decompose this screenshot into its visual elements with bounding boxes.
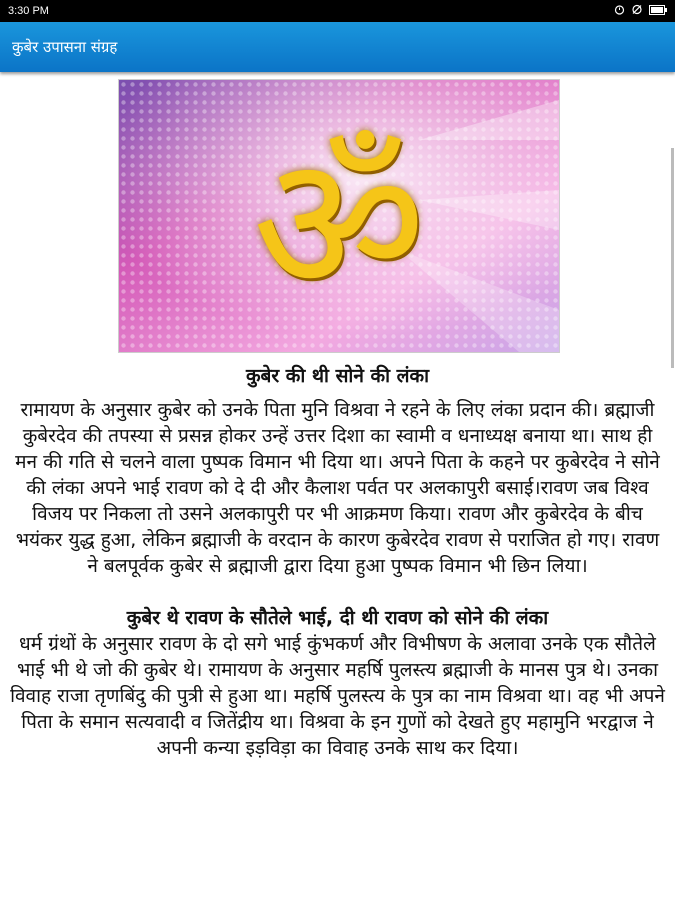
article-paragraph-1: रामायण के अनुसार कुबेर को उनके पिता मुनि विश्रवा ने रहने के लिए लंका प्रदान की। ब्रह्माजी कुबेरदेव की तपस्या से प्रसन्न होकर उन्हें उत्तर दिशा का स्वामी व धनाध्यक्ष बनाया था। साथ ही मन की गति से चलने वाला पुष्पक विमान भी दिया था। अपने पिता के कहने पर कुबेरदेव ने सोने की लंका अपने भाई रावण को दे दी और कैलाश पर्वत पर अलकापुरी बसाई।रावण जब विश्व विजय पर निकला तो उसने अलकापुरी पर भी आक्रमण किया। रावण और कुबेरदेव के बीच भयंकर युद्ध हुआ, लेकिन ब्रह्माजी के वरदान के कारण कुबेरदेव रावण से पराजित हो गए। रावण ने बलपूर्वक कुबेर से ब्रह्माजी द्वारा दिया हुआ पुष्पक विमान भी छिन लिया। <box>15 399 660 577</box>
article-scroll-view[interactable] <box>0 73 675 900</box>
battery-icon <box>649 5 667 18</box>
article-heading-1: कुबेर की थी सोने की लंका <box>245 365 430 387</box>
status-icons <box>614 4 667 18</box>
article-paragraph-2: धर्म ग्रंथों के अनुसार रावण के दो सगे भाई कुंभकर्ण और विभीषण के अलावा उनके एक सौतेले भाई भी थे जो की कुबेर थे। रामायण के अनुसार महर्षि पुलस्त्य ब्रह्माजी के मानस पुत्र थे। उनका विवाह राजा तृणबिंदु की पुत्री से हुआ था। महर्षि पुलस्त्य के पुत्र का नाम विश्रवा था। वह भी अपने पिता के समान सत्यवादी व जितेंद्रीय था। विश्रवा के इन गुणों को देखते हुए महामुनि भरद्वाज ने अपनी कन्या इड़विड़ा का विवाह उनके साथ कर दिया। <box>10 633 665 759</box>
status-time: 3:30 PM <box>8 5 49 17</box>
scrollbar[interactable] <box>671 148 674 368</box>
article-heading-2: कुबेर थे रावण के सौतेले भाई, दी थी रावण को सोने की लंका <box>126 607 549 629</box>
app-title: कुबेर उपासना संग्रह <box>12 38 118 56</box>
hero-image <box>118 79 560 353</box>
article <box>0 363 675 761</box>
om-icon: ॐ <box>252 113 426 335</box>
status-bar <box>0 0 675 22</box>
app-bar <box>0 22 675 72</box>
no-signal-icon <box>631 4 643 18</box>
alarm-icon <box>614 4 625 18</box>
